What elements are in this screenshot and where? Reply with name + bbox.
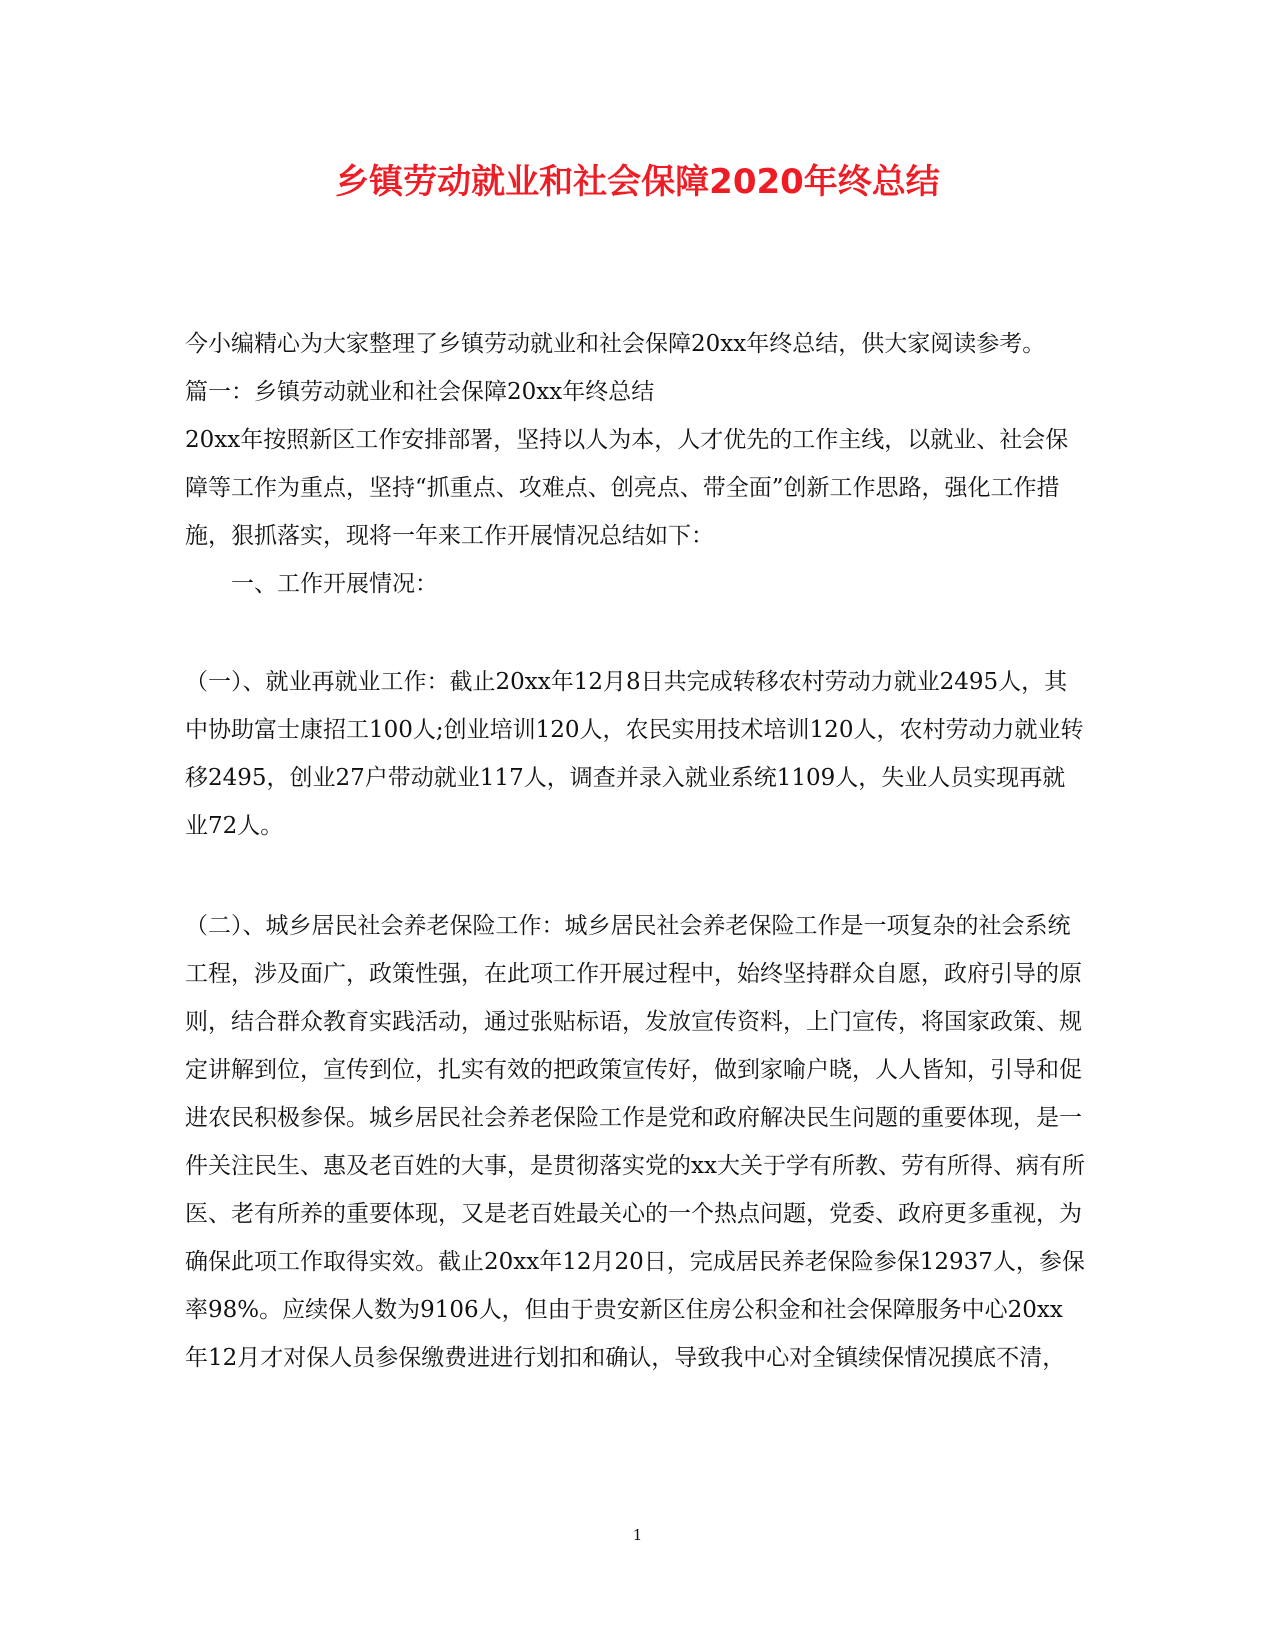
subsection-heading: 一、工作开展情况： xyxy=(231,571,438,597)
employment-paragraph: （一）、就业再就业工作：截止20xx年12月8日共完成转移农村劳动力就业2495人，其中协助富士康招工100人;创业培训120人，农民实用技术培训120人，农村劳动力就业转移2495，创业27户带动就业117人，调查并录入就业系统1109人，失业人员实现再就业72人。 xyxy=(185,669,1084,839)
spacer xyxy=(185,608,1085,658)
spacer xyxy=(185,850,1085,902)
section-heading: 篇一：乡镇劳动就业和社会保障20xx年终总结 xyxy=(185,379,655,405)
document-body xyxy=(185,320,1085,1382)
pension-paragraph: （二）、城乡居民社会养老保险工作：城乡居民社会养老保险工作是一项复杂的社会系统工程，涉及面广，政策性强，在此项工作开展过程中，始终坚持群众自愿，政府引导的原则，结合群众教育实践活动，通过张贴标语，发放宣传资料，上门宣传，将国家政策、规定讲解到位，宣传到位，扎实有效的把政策宣传好，做到家喻户晓，人人皆知，引导和促进农民积极参保。城乡居民社会养老保险工作是党和政府解决民生问题的重要体现，是一件关注民生、惠及老百姓的大事，是贯彻落实党的xx大关于学有所教、劳有所得、病有所医、老有所养的重要体现，又是老百姓最关心的一个热点问题，党委、政府更多重视，为确保此项工作取得实效。截止20xx年12月20日，完成居民养老保险参保12937人，参保率98%。应续保人数为9106人，但由于贵安新区住房公积金和社会保障服务中心20xx年12月才对保人员参保缴费进进行划扣和确认，导致我中心对全镇续保情况摸底不清， xyxy=(185,913,1085,1371)
document-title: 乡镇劳动就业和社会保障2020年终总结 xyxy=(335,162,940,202)
intro-paragraph: 今小编精心为大家整理了乡镇劳动就业和社会保障20xx年终总结，供大家阅读参考。 xyxy=(185,331,1046,357)
overview-paragraph: 20xx年按照新区工作安排部署，坚持以人为本，人才优先的工作主线，以就业、社会保障等工作为重点，坚持“抓重点、攻难点、创亮点、带全面”创新工作思路，强化工作措施，狠抓落实，现将一年来工作开展情况总结如下： xyxy=(185,427,1069,549)
page-number: 1 xyxy=(632,1526,643,1544)
